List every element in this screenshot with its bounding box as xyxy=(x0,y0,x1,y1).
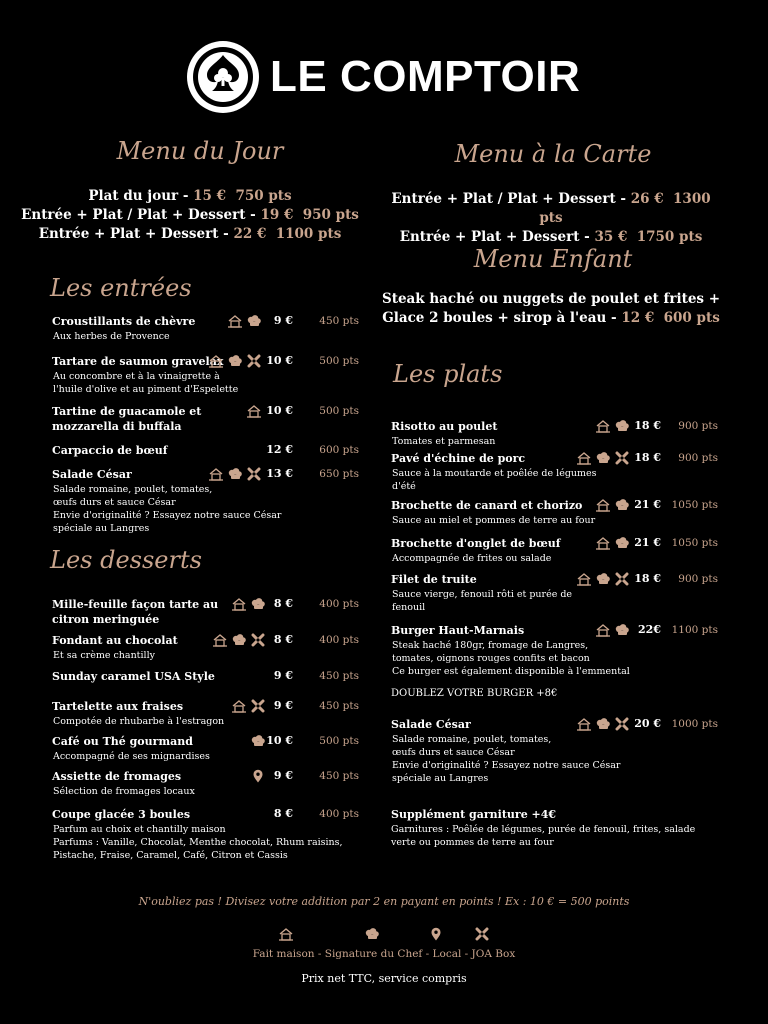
item-points: 400 pts xyxy=(319,598,359,610)
entrees-item-desc xyxy=(53,483,281,535)
item-desc-line: Aux herbes de Provence xyxy=(53,331,170,342)
chef-hat-icon xyxy=(364,927,380,941)
menu-line-pts: 750 pts xyxy=(235,188,292,204)
item-points: 600 pts xyxy=(319,444,359,456)
item-name-line: Brochette d'onglet de bœuf xyxy=(391,537,561,550)
item-desc-line: d'été xyxy=(392,481,416,492)
entrees-item-desc xyxy=(53,330,170,343)
brand-name: LE COMPTOIR xyxy=(270,52,581,101)
item-desc-line: fenouil xyxy=(392,602,426,613)
item-points: 1050 pts xyxy=(671,537,718,549)
plats-item-name xyxy=(391,572,477,587)
item-desc-line: Tomates et parmesan xyxy=(392,436,496,447)
entrees-item-name xyxy=(52,467,132,482)
item-price: 20 € xyxy=(634,717,661,730)
house-icon xyxy=(576,451,592,465)
menu-line-label: Entrée + Plat / Plat + Dessert - xyxy=(21,207,261,223)
item-points: 450 pts xyxy=(319,770,359,782)
plats-title: Les plats xyxy=(393,360,503,388)
joa-box-icon xyxy=(474,927,490,941)
item-name-line: Café ou Thé gourmand xyxy=(52,735,193,748)
menu-line-price: 26 € xyxy=(630,191,664,207)
item-price: 9 € xyxy=(273,699,293,712)
plats-item-desc xyxy=(392,514,595,527)
menu-line-price: 19 € xyxy=(260,207,294,223)
menu-carte-lines xyxy=(381,190,721,247)
item-price: 12 € xyxy=(266,443,293,456)
legend-icons xyxy=(276,927,492,945)
footer-note: N'oubliez pas ! Divisez votre addition par 2 en payant en points ! Ex : 10 € = 500 points xyxy=(138,895,630,908)
plats-item-name xyxy=(391,451,525,466)
house-icon xyxy=(595,623,611,637)
item-points: 500 pts xyxy=(319,405,359,417)
item-name-line: Risotto au poulet xyxy=(391,420,498,433)
supplement-desc-line: verte ou pommes de terre au four xyxy=(391,837,554,848)
house-icon xyxy=(595,536,611,550)
entrees-item-name xyxy=(52,404,201,434)
item-desc-line: Salade romaine, poulet, tomates, xyxy=(392,734,552,745)
item-desc-line: Pistache, Fraise, Caramel, Café, Citron et Cassis xyxy=(53,850,288,861)
item-points: 900 pts xyxy=(678,573,718,585)
item-icons xyxy=(560,716,630,732)
spade-club-logo-icon xyxy=(187,41,259,113)
item-price: 9 € xyxy=(273,769,293,782)
item-desc-line: Et sa crème chantilly xyxy=(53,650,155,661)
desserts-title: Les desserts xyxy=(50,546,202,574)
menu-line xyxy=(381,190,721,228)
item-desc-line: Salade romaine, poulet, tomates, xyxy=(53,484,213,495)
item-desc-line: Compotée de rhubarbe à l'estragon xyxy=(53,716,225,727)
plats-item-desc xyxy=(392,588,572,614)
item-name-line: Carpaccio de bœuf xyxy=(52,444,168,457)
item-name-line: Sunday caramel USA Style xyxy=(52,670,215,683)
item-price: 18 € xyxy=(634,419,661,432)
item-price: 8 € xyxy=(273,633,293,646)
menu-line xyxy=(20,187,360,206)
desserts-item-name xyxy=(52,597,218,627)
doublez-burger: DOUBLEZ VOTRE BURGER +8€ xyxy=(391,688,558,699)
plats-item-name xyxy=(391,536,561,551)
item-points: 900 pts xyxy=(678,420,718,432)
item-price: 9 € xyxy=(273,314,293,327)
plats-item-desc xyxy=(392,552,551,565)
entrees-item-name xyxy=(52,314,195,329)
menu-enfant-line1: Steak haché ou nuggets de poulet et frites + xyxy=(381,291,721,307)
entrees-item-desc xyxy=(53,370,238,396)
item-desc-line: œufs durs et sauce César xyxy=(53,497,176,508)
house-icon xyxy=(595,419,611,433)
menu-jour-title: Menu du Jour xyxy=(116,137,284,165)
plats-item-name xyxy=(391,498,582,513)
item-icons xyxy=(560,497,630,513)
item-desc-line: Accompagné de ses mignardises xyxy=(53,751,210,762)
item-desc-line: Envie d'originalité ? Essayez notre sauce César xyxy=(53,510,282,521)
menu-jour-lines xyxy=(20,187,360,244)
desserts-item-desc xyxy=(53,823,343,862)
item-name-line: Pavé d'échine de porc xyxy=(391,452,526,465)
menu-line-price: 15 € xyxy=(193,188,227,204)
item-name-line: Salade César xyxy=(52,468,132,481)
menu-line-pts: 950 pts xyxy=(302,207,359,223)
item-points: 450 pts xyxy=(319,670,359,682)
item-desc-line: Sélection de fromages locaux xyxy=(53,786,195,797)
item-price: 22€ xyxy=(638,623,661,636)
item-price: 8 € xyxy=(273,597,293,610)
supplement-name: Supplément garniture +4€ xyxy=(391,808,557,821)
menu-line xyxy=(20,206,360,225)
plats-item-name xyxy=(391,623,524,638)
item-price: 10 € xyxy=(266,354,293,367)
item-name-line: Tartare de saumon gravelax xyxy=(52,355,224,368)
item-points: 900 pts xyxy=(678,452,718,464)
item-icons xyxy=(560,450,630,466)
item-name-line: Fondant au chocolat xyxy=(52,634,178,647)
tax-note: Prix net TTC, service compris xyxy=(301,972,467,985)
item-desc-line: Accompagnée de frites ou salade xyxy=(392,553,552,564)
chef-hat-icon xyxy=(227,354,243,368)
menu-line-label: Entrée + Plat + Dessert - xyxy=(399,229,595,245)
supplement-desc-line: Garnitures : Poêlée de légumes, purée de fenouil, frites, salade xyxy=(391,824,696,835)
item-price: 18 € xyxy=(634,451,661,464)
item-name-line: Salade César xyxy=(391,718,471,731)
item-desc-line: spéciale au Langres xyxy=(53,523,150,534)
desserts-item-name xyxy=(52,669,215,684)
house-icon xyxy=(227,314,243,328)
entrees-title: Les entrées xyxy=(50,274,192,302)
desserts-item-name xyxy=(52,807,190,822)
item-icons xyxy=(192,353,262,369)
menu-enfant-line2 xyxy=(381,309,721,328)
item-icons xyxy=(192,466,262,482)
logo xyxy=(187,41,259,113)
item-name-line: Brochette de canard et chorizo xyxy=(391,499,583,512)
legend-text: Fait maison - Signature du Chef - Local - JOA Box xyxy=(252,948,516,960)
menu-enfant-lines xyxy=(381,290,721,328)
house-icon xyxy=(576,717,592,731)
item-name-line: Assiette de fromages xyxy=(52,770,182,783)
item-name-line: Filet de truite xyxy=(391,573,477,586)
house-icon xyxy=(208,354,224,368)
desserts-item-name xyxy=(52,633,178,648)
menu-enfant-label: Glace 2 boules + sirop à l'eau - xyxy=(382,310,622,326)
item-desc-line: spéciale au Langres xyxy=(392,773,489,784)
item-name-line: Mille-feuille façon tarte au xyxy=(52,598,219,611)
item-icons xyxy=(560,535,630,551)
chef-hat-icon xyxy=(231,633,247,647)
plats-item-desc xyxy=(392,733,620,785)
chef-hat-icon xyxy=(595,717,611,731)
item-name-line: citron meringuée xyxy=(52,613,160,626)
item-points: 1100 pts xyxy=(671,624,718,636)
item-price: 21 € xyxy=(634,536,661,549)
desserts-item-name xyxy=(52,699,183,714)
item-desc-line: Parfums : Vanille, Chocolat, Menthe chocolat, Rhum raisins, xyxy=(53,837,343,848)
menu-line-pts: 1750 pts xyxy=(636,229,703,245)
item-points: 1000 pts xyxy=(671,718,718,730)
item-price: 9 € xyxy=(273,669,293,682)
house-icon xyxy=(208,467,224,481)
house-icon xyxy=(278,927,294,941)
menu-line-price: 22 € xyxy=(233,226,267,242)
chef-hat-icon xyxy=(227,467,243,481)
item-points: 650 pts xyxy=(319,468,359,480)
plats-item-name xyxy=(391,419,497,434)
entrees-item-name xyxy=(52,443,167,458)
chef-hat-icon xyxy=(595,451,611,465)
item-desc-line: Au concombre et à la vinaigrette à xyxy=(53,371,220,382)
chef-hat-icon xyxy=(595,572,611,586)
menu-line xyxy=(20,225,360,244)
item-name-line: Burger Haut-Marnais xyxy=(391,624,525,637)
item-desc-line: Ce burger est également disponible à l'emmental xyxy=(392,666,630,677)
item-icons xyxy=(192,313,262,329)
item-points: 500 pts xyxy=(319,355,359,367)
house-icon xyxy=(212,633,228,647)
item-name-line: Croustillants de chèvre xyxy=(52,315,196,328)
item-name-line: mozzarella di buffala xyxy=(52,420,182,433)
item-desc-line: Sauce au miel et pommes de terre au four xyxy=(392,515,596,526)
desserts-item-desc xyxy=(53,750,210,763)
item-price: 21 € xyxy=(634,498,661,511)
desserts-item-desc xyxy=(53,649,155,662)
item-points: 500 pts xyxy=(319,735,359,747)
desserts-item-name xyxy=(52,769,181,784)
item-points: 450 pts xyxy=(319,700,359,712)
menu-line-label: Entrée + Plat / Plat + Dessert - xyxy=(391,191,631,207)
desserts-item-desc xyxy=(53,715,224,728)
desserts-item-name xyxy=(52,734,193,749)
plats-item-name xyxy=(391,717,471,732)
item-price: 10 € xyxy=(266,404,293,417)
desserts-item-desc xyxy=(53,785,195,798)
item-points: 1050 pts xyxy=(671,499,718,511)
item-desc-line: Parfum au choix et chantilly maison xyxy=(53,824,226,835)
supplement-desc xyxy=(391,823,695,849)
plats-item-desc xyxy=(392,435,495,448)
item-points: 400 pts xyxy=(319,634,359,646)
item-price: 10 € xyxy=(266,734,293,747)
item-price: 8 € xyxy=(273,807,293,820)
item-desc-line: Envie d'originalité ? Essayez notre sauce César xyxy=(392,760,621,771)
item-name-line: Coupe glacée 3 boules xyxy=(52,808,191,821)
menu-line-label: Plat du jour - xyxy=(88,188,194,204)
house-icon xyxy=(231,597,247,611)
item-name-line: Tartelette aux fraises xyxy=(52,700,184,713)
item-price: 18 € xyxy=(634,572,661,585)
location-pin-icon xyxy=(428,927,444,941)
item-desc-line: Sauce à la moutarde et poêlée de légumes xyxy=(392,468,597,479)
plats-item-desc xyxy=(392,467,597,493)
menu-line-label: Entrée + Plat + Dessert - xyxy=(38,226,234,242)
house-icon xyxy=(231,699,247,713)
menu-enfant-price: 12 € xyxy=(621,310,655,326)
item-icons xyxy=(192,403,262,419)
menu-line-pts: 1300 pts xyxy=(539,191,711,226)
item-points: 400 pts xyxy=(319,808,359,820)
plats-item-desc xyxy=(392,639,630,678)
item-desc-line: l'huile d'olive et au piment d'Espelette xyxy=(53,384,239,395)
menu-line-pts: 1100 pts xyxy=(275,226,342,242)
item-desc-line: Steak haché 180gr, fromage de Langres, xyxy=(392,640,589,651)
item-icons xyxy=(560,571,630,587)
item-icons xyxy=(560,622,630,638)
menu-enfant-pts: 600 pts xyxy=(663,310,720,326)
item-points: 450 pts xyxy=(319,315,359,327)
house-icon xyxy=(595,498,611,512)
house-icon xyxy=(576,572,592,586)
item-price: 13 € xyxy=(266,467,293,480)
item-icons xyxy=(560,418,630,434)
item-desc-line: Sauce vierge, fenouil rôti et purée de xyxy=(392,589,573,600)
item-desc-line: œufs durs et sauce César xyxy=(392,747,515,758)
menu-carte-title: Menu à la Carte xyxy=(454,140,652,168)
menu-line-price: 35 € xyxy=(594,229,628,245)
menu-enfant-title: Menu Enfant xyxy=(473,245,633,273)
item-name-line: Tartine de guacamole et xyxy=(52,405,202,418)
item-desc-line: tomates, oignons rouges confits et bacon xyxy=(392,653,590,664)
